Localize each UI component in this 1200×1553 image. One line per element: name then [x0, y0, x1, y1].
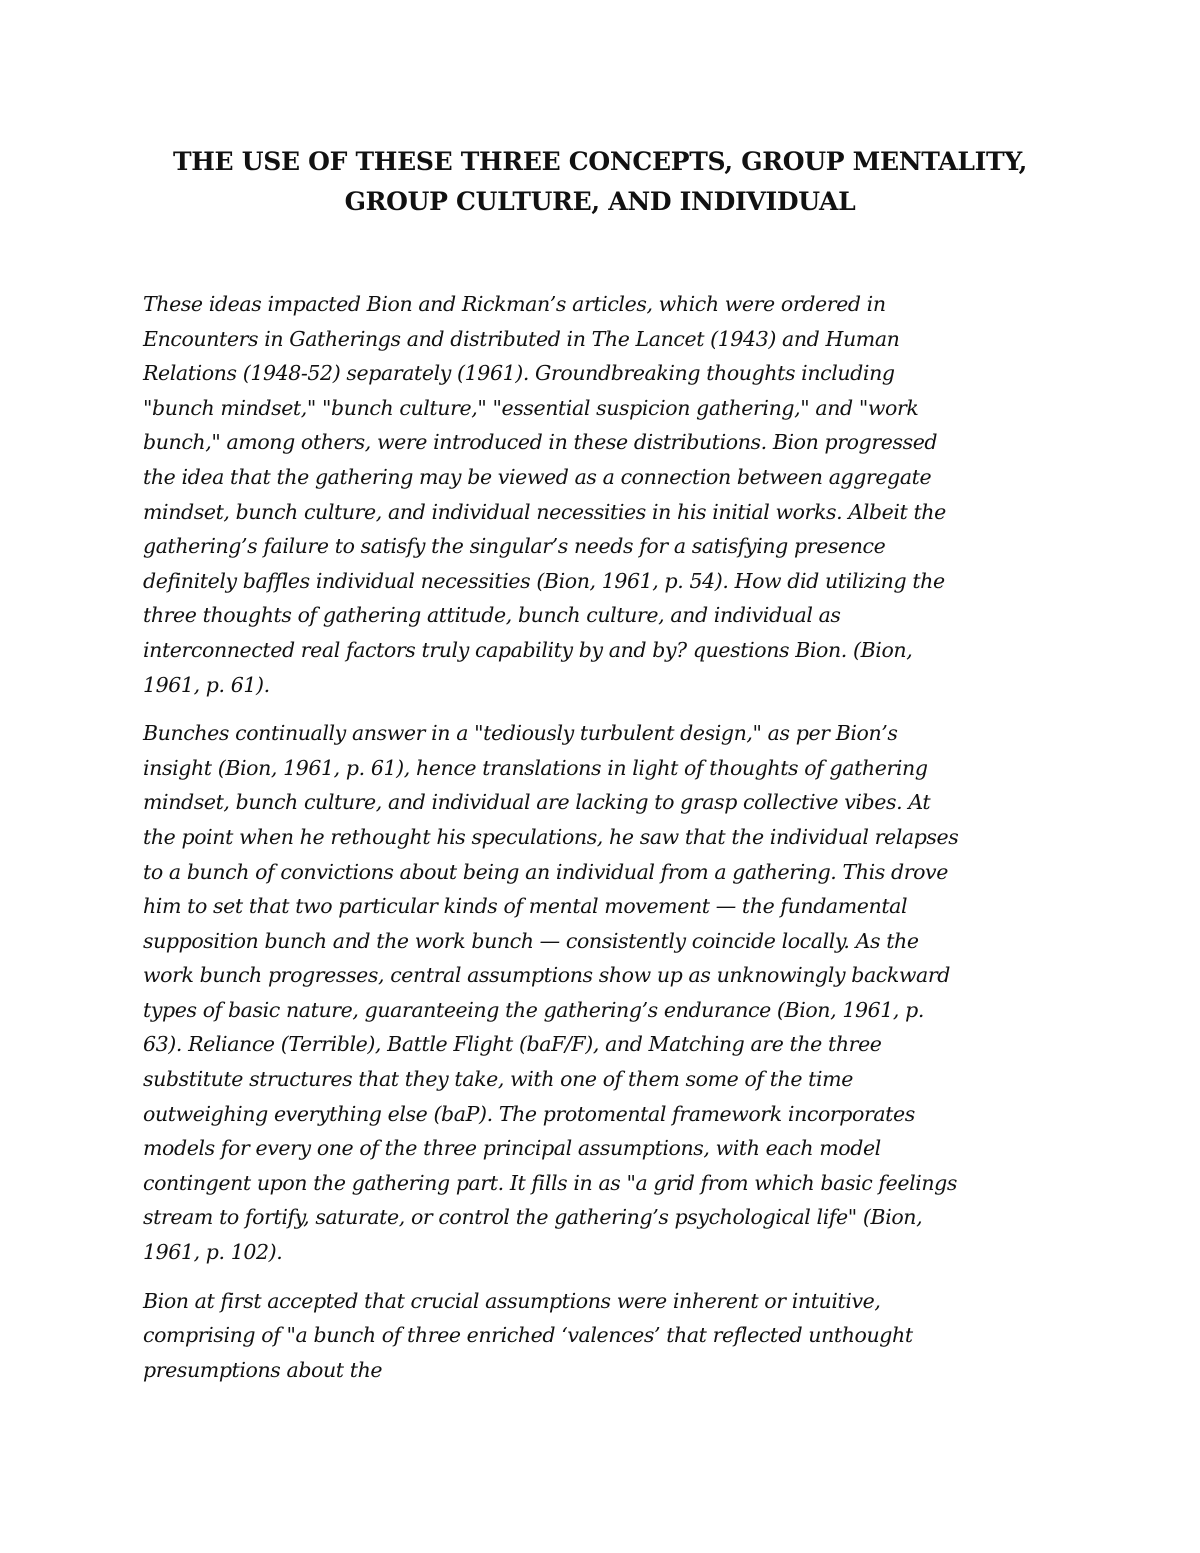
document-title-line: THE USE OF THESE THREE CONCEPTS, GROUP MENTALITY, — [172, 147, 1028, 176]
text-line: supposition bunch and the work bunch — consistently coincide locally. As the — [143, 928, 919, 953]
text-line: Encounters in Gatherings and distributed in The Lancet (1943) and Human — [143, 326, 900, 351]
text-line: "bunch mindset," "bunch culture," "essential suspicion gathering," and "work — [143, 395, 919, 420]
text-line: three thoughts of gathering attitude, bunch culture, and individual as — [143, 603, 841, 628]
document-title — [140, 142, 1060, 222]
text-line: interconnected real factors truly capability by and by? questions Bion. (Bion, — [143, 637, 913, 662]
text-line: work bunch progresses, central assumptions show up as unknowingly backward — [143, 963, 950, 988]
document-body — [143, 287, 1068, 1401]
text-line: comprising of "a bunch of three enriched ‘valences’ that reflected unthought — [143, 1323, 913, 1348]
text-line: stream to fortify, saturate, or control the gathering’s psychological life" (Bion, — [143, 1205, 923, 1230]
text-line: bunch," among others, were introduced in these distributions. Bion progressed — [143, 430, 938, 455]
text-line: 63). Reliance (Terrible), Battle Flight (baF/F), and Matching are the three — [143, 1032, 882, 1057]
body-paragraph-1 — [143, 287, 1068, 702]
body-paragraph-3 — [143, 1284, 1068, 1388]
text-line: the point when he rethought his speculations, he saw that the individual relapses — [143, 824, 959, 849]
text-line: insight (Bion, 1961, p. 61), hence translations in light of thoughts of gathering — [143, 755, 928, 780]
text-line: 1961, p. 61). — [143, 672, 270, 697]
text-line: outweighing everything else (baP). The protomental framework incorporates — [143, 1101, 915, 1126]
text-line: Relations (1948-52) separately (1961). Groundbreaking thoughts including — [143, 361, 895, 386]
body-paragraph-2 — [143, 716, 1068, 1270]
text-line: definitely baffles individual necessities (Bion, 1961, p. 54). How did utilizing the — [143, 568, 945, 593]
text-line: mindset, bunch culture, and individual necessities in his initial works. Albeit the — [143, 499, 946, 524]
text-line: types of basic nature, guaranteeing the gathering’s endurance (Bion, 1961, p. — [143, 997, 924, 1022]
text-line: presumptions about the — [143, 1357, 383, 1382]
text-line: to a bunch of convictions about being an individual from a gathering. This drove — [143, 859, 948, 884]
text-line: him to set that two particular kinds of mental movement — the fundamental — [143, 894, 908, 919]
text-line: 1961, p. 102). — [143, 1240, 283, 1265]
text-line: These ideas impacted Bion and Rickman’s articles, which were ordered in — [143, 292, 886, 316]
text-line: gathering’s failure to satisfy the singular’s needs for a satisfying presence — [143, 534, 886, 559]
text-line: the idea that the gathering may be viewed as a connection between aggregate — [143, 464, 932, 489]
text-line: mindset, bunch culture, and individual are lacking to grasp collective vibes. At — [143, 790, 931, 815]
text-line: Bion at first accepted that crucial assumptions were inherent or intuitive, — [143, 1288, 881, 1313]
text-line: contingent upon the gathering part. It fills in as "a grid from which basic feelings — [143, 1170, 958, 1195]
text-line: substitute structures that they take, with one of them some of the time — [143, 1067, 853, 1092]
document-title-line: GROUP CULTURE, AND INDIVIDUAL — [344, 187, 856, 216]
text-line: Bunches continually answer in a "tediously turbulent design," as per Bion’s — [143, 721, 898, 746]
text-line: models for every one of the three principal assumptions, with each model — [143, 1136, 881, 1161]
